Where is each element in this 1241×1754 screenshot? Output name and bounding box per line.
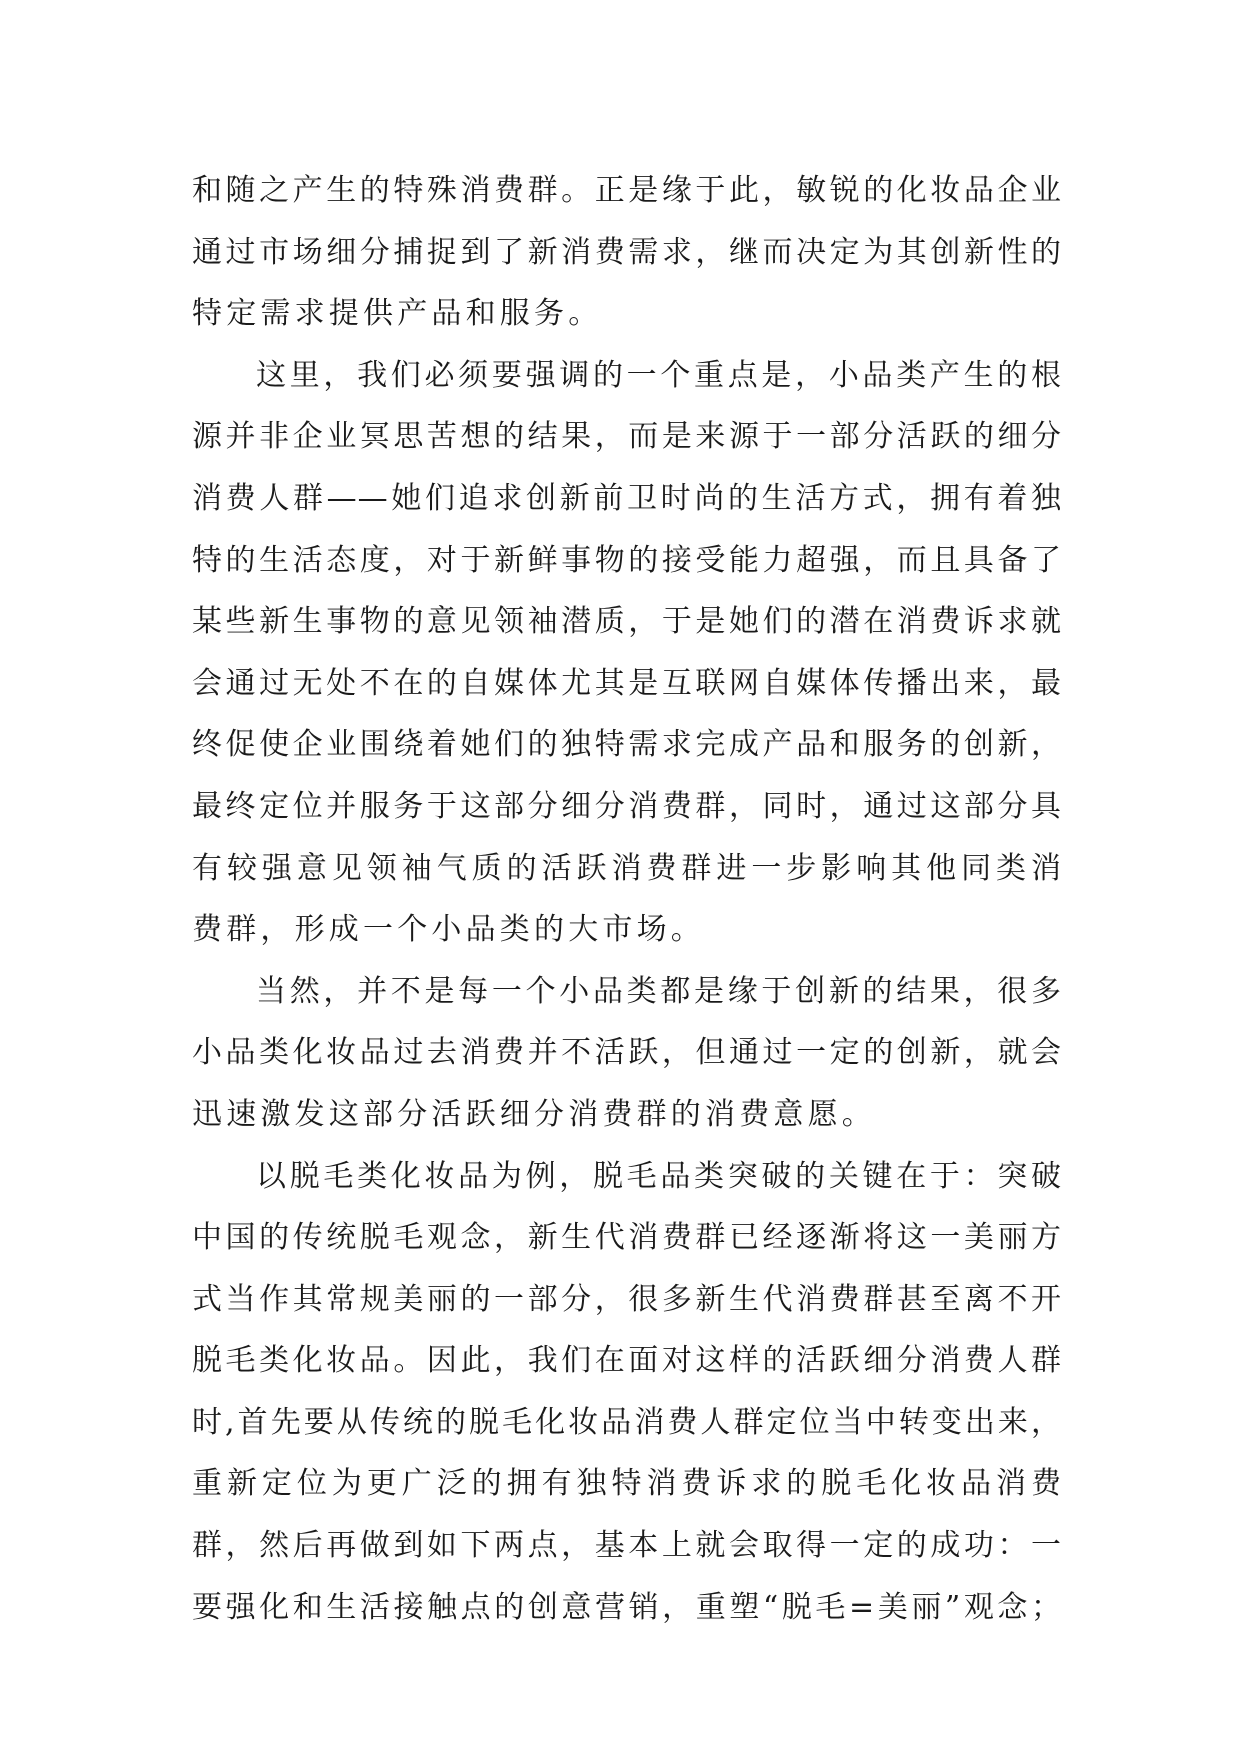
paragraph [192,1146,1062,1639]
text-line: 群，然后再做到如下两点，基本上就会取得一定的成功：一 [192,1528,1062,1564]
text-line: 某些新生事物的意见领袖潜质，于是她们的潜在消费诉求就 [192,604,1062,640]
text-line: 源并非企业冥思苦想的结果，而是来源于一部分活跃的细分 [192,419,1062,455]
paragraph [192,961,1062,1146]
text-line: 要强化和生活接触点的创意营销，重塑“脱毛=美丽”观念； [192,1589,1062,1625]
text-line: 特定需求提供产品和服务。 [192,296,603,332]
text-line: 这里，我们必须要强调的一个重点是，小品类产生的根 [256,357,1062,393]
text-line: 小品类化妆品过去消费并不活跃，但通过一定的创新，就会 [192,1035,1062,1071]
paragraph [192,345,1062,961]
body-text [192,160,1062,1638]
text-line: 最终定位并服务于这部分细分消费群，同时，通过这部分具 [192,788,1062,824]
text-line: 会通过无处不在的自媒体尤其是互联网自媒体传播出来，最 [192,665,1062,701]
text-line: 中国的传统脱毛观念，新生代消费群已经逐渐将这一美丽方 [192,1220,1062,1256]
text-line: 以脱毛类化妆品为例，脱毛品类突破的关键在于：突破 [256,1158,1062,1194]
text-line: 费群，形成一个小品类的大市场。 [192,912,705,948]
text-line: 式当作其常规美丽的一部分，很多新生代消费群甚至离不开 [192,1281,1062,1317]
text-line: 时,首先要从传统的脱毛化妆品消费人群定位当中转变出来， [192,1404,1062,1440]
text-line: 通过市场细分捕捉到了新消费需求，继而决定为其创新性的 [192,234,1062,270]
text-line: 当然，并不是每一个小品类都是缘于创新的结果，很多 [256,973,1062,1009]
paragraph [192,160,1062,345]
text-line: 终促使企业围绕着她们的独特需求完成产品和服务的创新， [192,727,1062,763]
text-line: 有较强意见领袖气质的活跃消费群进一步影响其他同类消 [192,850,1062,886]
text-line: 消费人群——她们追求创新前卫时尚的生活方式，拥有着独 [192,480,1062,516]
text-line: 重新定位为更广泛的拥有独特消费诉求的脱毛化妆品消费 [192,1466,1062,1502]
text-line: 迅速激发这部分活跃细分消费群的消费意愿。 [192,1096,876,1132]
text-line: 和随之产生的特殊消费群。正是缘于此，敏锐的化妆品企业 [192,173,1062,208]
text-line: 特的生活态度，对于新鲜事物的接受能力超强，而且具备了 [192,542,1062,578]
text-line: 脱毛类化妆品。因此，我们在面对这样的活跃细分消费人群 [192,1343,1062,1379]
